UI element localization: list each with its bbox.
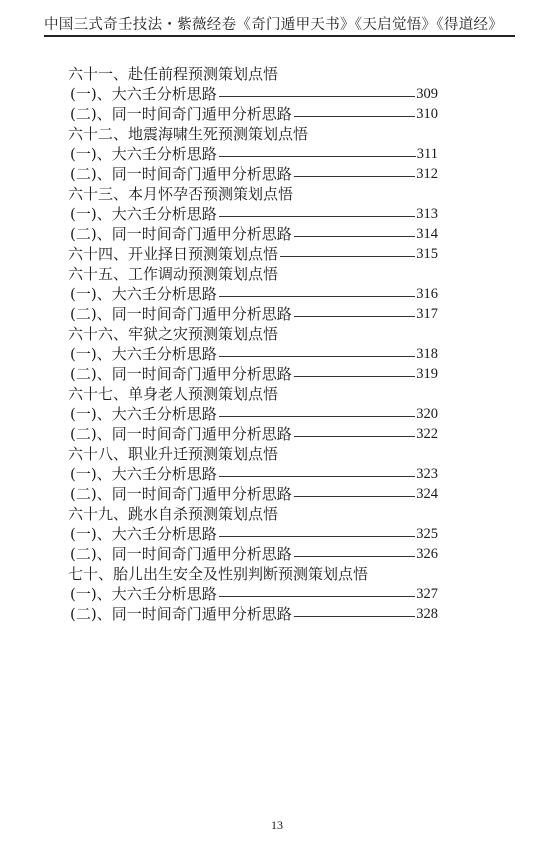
section-title-text: 六十一、赴任前程预测策划点悟 [68,65,279,83]
entry-label: (二)、同一时间奇门遁甲分析思路 [70,305,292,323]
entry-label: (一)、大六壬分析思路 [70,405,217,423]
leader-line [280,256,415,257]
leader-line [219,96,416,97]
entry-page-number: 318 [416,346,438,362]
entry-page-number: 312 [416,166,438,182]
entry-page-number: 327 [416,586,438,602]
toc-section [68,184,438,244]
leader-line [294,116,416,117]
leader-line [294,176,416,177]
toc-entry[interactable] [68,424,438,444]
leader-line [219,596,416,597]
section-title-text: 六十八、职业升迁预测策划点悟 [68,445,279,463]
leader-line [219,416,416,417]
toc-section-title[interactable] [68,504,438,524]
entry-page-number: 324 [416,486,438,502]
toc-entry[interactable] [68,144,438,164]
leader-line [294,236,416,237]
entry-label: (二)、同一时间奇门遁甲分析思路 [70,545,292,563]
entry-page-number: 328 [416,606,438,622]
leader-line [294,556,416,557]
section-title-text: 六十二、地震海啸生死预测策划点悟 [68,125,309,143]
toc-entry[interactable] [68,484,438,504]
entry-page-number: 311 [416,146,438,162]
toc-entry[interactable] [68,604,438,624]
entry-label: (一)、大六壬分析思路 [70,345,217,363]
entry-label: (一)、大六壬分析思路 [70,525,217,543]
entry-label: (一)、大六壬分析思路 [70,205,217,223]
toc-entry[interactable] [68,104,438,124]
toc-entry[interactable] [68,464,438,484]
toc-section [68,384,438,444]
leader-line [219,156,416,157]
leader-line [219,536,416,537]
entry-page-number: 310 [416,106,438,122]
toc-entry[interactable] [68,204,438,224]
section-title-text: 六十五、工作调动预测策划点悟 [68,265,279,283]
entry-page-number: 326 [416,546,438,562]
table-of-contents [68,64,438,624]
entry-label: (一)、大六壬分析思路 [70,285,217,303]
section-title-text: 六十三、本月怀孕否预测策划点悟 [68,185,294,203]
entry-label: (二)、同一时间奇门遁甲分析思路 [70,165,292,183]
entry-label: (二)、同一时间奇门遁甲分析思路 [70,605,292,623]
toc-section-title[interactable] [68,264,438,284]
section-page-number: 315 [416,246,438,262]
toc-entry[interactable] [68,584,438,604]
toc-section [68,564,438,624]
toc-section [68,504,438,564]
toc-entry[interactable] [68,164,438,184]
toc-entry[interactable] [68,344,438,364]
toc-section-title[interactable] [68,244,438,264]
toc-entry[interactable] [68,304,438,324]
toc-entry[interactable] [68,524,438,544]
entry-label: (二)、同一时间奇门遁甲分析思路 [70,485,292,503]
toc-entry[interactable] [68,284,438,304]
entry-page-number: 320 [416,406,438,422]
entry-label: (一)、大六壬分析思路 [70,85,217,103]
entry-page-number: 323 [416,466,438,482]
header-rule [44,35,515,37]
entry-label: (二)、同一时间奇门遁甲分析思路 [70,425,292,443]
leader-line [294,616,416,617]
toc-section [68,244,438,264]
toc-entry[interactable] [68,84,438,104]
entry-page-number: 316 [416,286,438,302]
toc-section [68,264,438,324]
toc-section-title[interactable] [68,324,438,344]
entry-page-number: 309 [416,86,438,102]
running-header: 中国三式奇壬技法・紫薇经卷《奇门遁甲天书》《天启觉悟》《得道经》 [44,17,504,33]
toc-section [68,124,438,184]
leader-line [219,476,416,477]
entry-page-number: 325 [416,526,438,542]
toc-entry[interactable] [68,364,438,384]
section-title-text: 七十、胎儿出生安全及性别判断预测策划点悟 [68,565,369,583]
leader-line [294,496,416,497]
entry-page-number: 317 [416,306,438,322]
toc-section-title[interactable] [68,184,438,204]
leader-line [219,296,416,297]
toc-entry[interactable] [68,544,438,564]
toc-section-title[interactable] [68,444,438,464]
entry-page-number: 314 [416,226,438,242]
entry-label: (一)、大六壬分析思路 [70,585,217,603]
entry-page-number: 322 [416,426,438,442]
entry-label: (一)、大六壬分析思路 [70,145,217,163]
leader-line [219,356,416,357]
leader-line [294,316,416,317]
entry-label: (二)、同一时间奇门遁甲分析思路 [70,105,292,123]
entry-page-number: 313 [416,206,438,222]
toc-section-title[interactable] [68,124,438,144]
toc-section-title[interactable] [68,564,438,584]
toc-section [68,324,438,384]
section-title-text: 六十九、跳水自杀预测策划点悟 [68,505,279,523]
section-title-text: 六十四、开业择日预测策划点悟 [68,245,279,263]
entry-page-number: 319 [416,366,438,382]
leader-line [294,436,416,437]
toc-entry[interactable] [68,224,438,244]
leader-line [294,376,416,377]
page-number: 13 [271,818,283,832]
entry-label: (二)、同一时间奇门遁甲分析思路 [70,365,292,383]
toc-section-title[interactable] [68,384,438,404]
toc-section [68,444,438,504]
section-title-text: 六十七、单身老人预测策划点悟 [68,385,279,403]
entry-label: (二)、同一时间奇门遁甲分析思路 [70,225,292,243]
toc-section [68,64,438,124]
entry-label: (一)、大六壬分析思路 [70,465,217,483]
toc-entry[interactable] [68,404,438,424]
leader-line [219,216,416,217]
toc-section-title[interactable] [68,64,438,84]
section-title-text: 六十六、牢狱之灾预测策划点悟 [68,325,279,343]
